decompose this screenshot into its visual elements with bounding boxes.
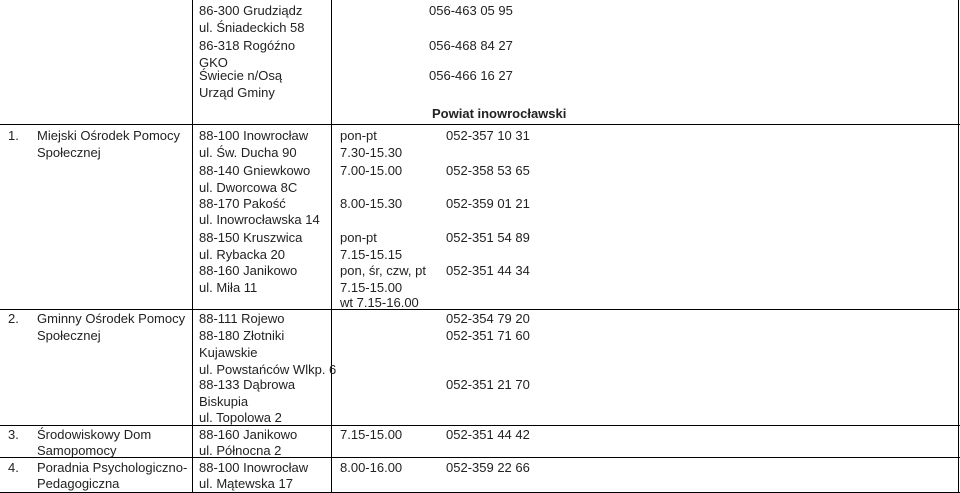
mops-row-2-phone: 052-358 53 65 (446, 163, 530, 178)
institution-3-number: 3. (8, 427, 19, 442)
top-row-2-phone: 056-468 84 27 (429, 38, 513, 53)
mops-row-2-hours-line-1: 7.00-15.00 (340, 163, 403, 178)
institution-1-name-line-2: Społecznej (37, 145, 101, 160)
mops-row-4-hours-line-2: 7.15-15.15 (340, 247, 403, 262)
mops-row-3-phone: 052-359 01 21 (446, 196, 530, 211)
mops-row-1-address-line-2: ul. Św. Ducha 90 (199, 145, 297, 160)
top-row-3-address-line-1: Świecie n/Osą (199, 68, 283, 83)
sds-row-hours: 7.15-15.00 (340, 427, 403, 442)
gops-row-3-address-line-3: ul. Topolowa 2 (199, 410, 282, 425)
mops-row-1-phone: 052-357 10 31 (446, 128, 530, 143)
mops-row-1-hours-line-1: pon-pt (340, 128, 377, 143)
institution-3-name-line-2: Samopomocy (37, 443, 117, 458)
mops-row-5-hours-line-2: 7.15-15.00 (340, 280, 403, 295)
gops-row-2-phone: 052-351 71 60 (446, 328, 530, 343)
gops-row-1-phone: 052-354 79 20 (446, 311, 530, 326)
border-right (958, 0, 959, 493)
sds-row-address-line-2: ul. Północna 2 (199, 443, 282, 458)
mops-row-4-address-line-1: 88-150 Kruszwica (199, 230, 303, 245)
mops-row-4-phone: 052-351 54 89 (446, 230, 530, 245)
mops-row-3-address-line-2: ul. Inowrocławska 14 (199, 212, 320, 227)
top-row-1-address-line-1: 86-300 Grudziądz (199, 3, 303, 18)
mops-row-5-hours-line-3: wt 7.15-16.00 (340, 295, 419, 310)
gops-row-1-address-line-1: 88-111 Rojewo (199, 311, 285, 326)
ppp-row-address-line-2: ul. Mątewska 17 (199, 476, 293, 491)
mops-row-3-address-line-1: 88-170 Pakość (199, 196, 286, 211)
institution-3-name-line-1: Środowiskowy Dom (37, 427, 152, 442)
institution-4-name-line-1: Poradnia Psychologiczno- (37, 460, 188, 475)
top-row-2-address-line-1: 86-318 Rogóźno (199, 38, 296, 53)
border-col-address-right (331, 0, 332, 493)
mops-row-1-address-line-1: 88-100 Inowrocław (199, 128, 309, 143)
top-row-3-address-line-2: Urząd Gminy (199, 85, 275, 100)
top-row-1-phone: 056-463 05 95 (429, 3, 513, 18)
ppp-row-hours: 8.00-16.00 (340, 460, 403, 475)
institution-2-number: 2. (8, 311, 19, 326)
gops-row-2-address-line-2: Kujawskie (199, 345, 258, 360)
sds-row-address-line-1: 88-160 Janikowo (199, 427, 298, 442)
institution-1-name-line-1: Miejski Ośrodek Pomocy (37, 128, 181, 143)
section-header: Powiat inowrocławski (432, 106, 567, 121)
mops-row-2-address-line-2: ul. Dworcowa 8C (199, 180, 298, 195)
top-row-1-address-line-2: ul. Śniadeckich 58 (199, 20, 305, 35)
gops-row-2-address-line-3: ul. Powstańców Wlkp. 6 (199, 362, 337, 377)
top-row-2-address-line-2: GKO (199, 55, 228, 70)
mops-row-2-address-line-1: 88-140 Gniewkowo (199, 163, 311, 178)
mops-row-5-address-line-2: ul. Miła 11 (199, 280, 258, 295)
ppp-row-address-line-1: 88-100 Inowrocław (199, 460, 309, 475)
institution-4-number: 4. (8, 460, 19, 475)
gops-row-3-address-line-2: Biskupia (199, 394, 249, 409)
top-row-3-phone: 056-466 16 27 (429, 68, 513, 83)
mops-row-1-hours-line-2: 7.30-15.30 (340, 145, 403, 160)
mops-row-5-phone: 052-351 44 34 (446, 263, 530, 278)
gops-row-3-phone: 052-351 21 70 (446, 377, 530, 392)
mops-row-5-address-line-1: 88-160 Janikowo (199, 263, 298, 278)
institution-1-number: 1. (8, 128, 19, 143)
ppp-row-phone: 052-359 22 66 (446, 460, 530, 475)
border-row-3-bottom (0, 457, 960, 458)
institution-2-name-line-2: Społecznej (37, 328, 101, 343)
institution-4-name-line-2: Pedagogiczna (37, 476, 120, 491)
sds-row-phone: 052-351 44 42 (446, 427, 530, 442)
gops-row-2-address-line-1: 88-180 Złotniki (199, 328, 285, 343)
mops-row-5-hours-line-1: pon, śr, czw, pt (340, 263, 426, 278)
gops-row-3-address-line-1: 88-133 Dąbrowa (199, 377, 296, 392)
mops-row-4-hours-line-1: pon-pt (340, 230, 377, 245)
institution-2-name-line-1: Gminny Ośrodek Pomocy (37, 311, 186, 326)
border-col-name-right (192, 0, 193, 493)
mops-row-3-hours-line-1: 8.00-15.30 (340, 196, 403, 211)
border-top-block-bottom (0, 124, 960, 125)
mops-row-4-address-line-2: ul. Rybacka 20 (199, 247, 285, 262)
